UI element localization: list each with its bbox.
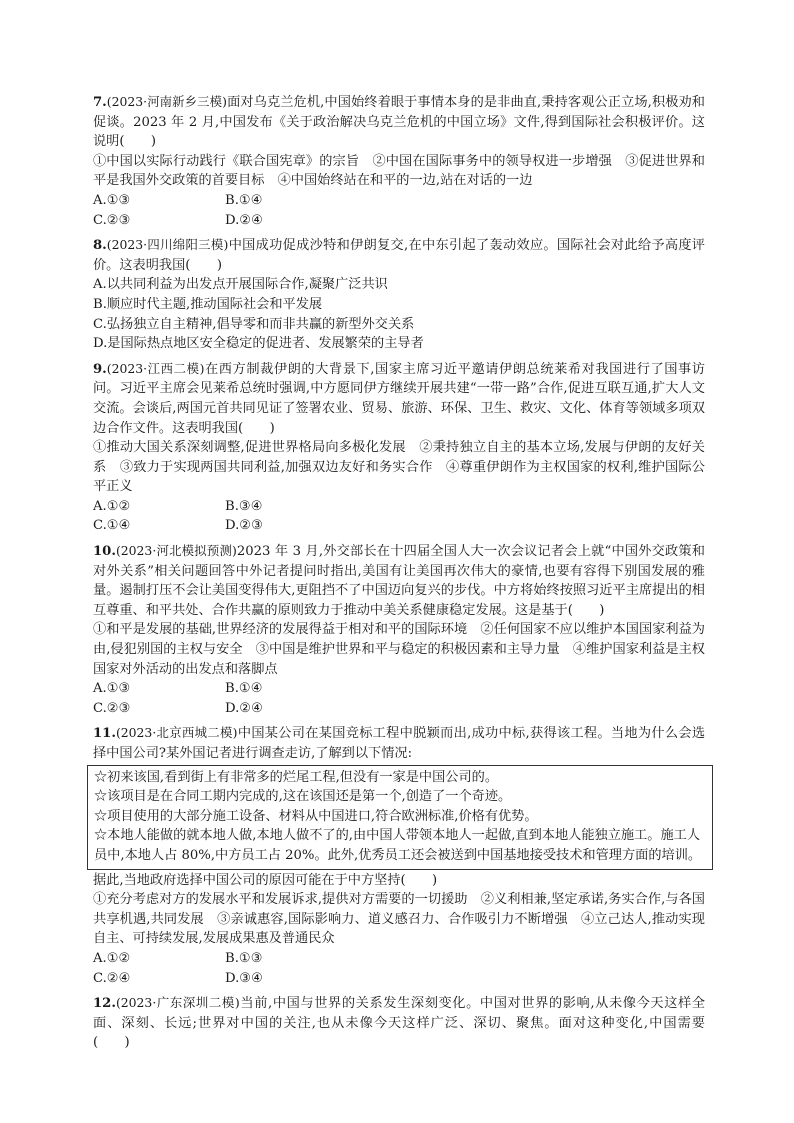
statements: ①和平是发展的基础,世界经济的发展得益于相对和平的国际环境 ②任何国家不应以维护本国国家利益为由,侵犯别国的主权与安全 ③中国是维护世界和平与稳定的积极因素和主导力量 ④维护国家利益是主权国家对外活动的出发点和落脚点 (93, 622, 705, 677)
options (93, 679, 705, 718)
question-stem (93, 359, 705, 438)
stem-text: 当前,中国与世界的关系发生深刻变化。中国对世界的影响,从未像今天这样全面、深刻、长远;世界对中国的关注,也从未像今天这样广泛、深切、聚焦。面对这种变化,中国需要 ( ) (93, 996, 758, 1051)
option-a[interactable]: A.①③ (93, 192, 131, 208)
question-number: 11. (93, 726, 116, 742)
question-number: 12. (93, 996, 116, 1012)
stem-text: 中国成功促成沙特和伊朗复交,在中东引起了轰动效应。国际社会对此给予高度评价。这表明我国( ) (93, 238, 705, 273)
option-a[interactable]: A.①② (93, 498, 131, 514)
option-a[interactable]: A.①② (93, 950, 131, 966)
material-item: ☆项目使用的大部分施工设备、材料从中国进口,符合欧洲标准,价格有优势。 (94, 808, 538, 824)
question-source: (2023·北京西城二模) (115, 725, 238, 741)
statements: ①中国以实际行动践行《联合国宪章》的宗旨 ②中国在国际事务中的领导权进一步增强 ③促进世界和平是我国外交政策的首要目标 ④中国始终站在和平的一边,站在对话的一边 (93, 153, 705, 189)
stem-text: 在西方制裁伊朗的大背景下,国家主席习近平邀请伊朗总统莱希对我国进行了国事访问。习近平主席会见莱希总统时强调,中方愿同伊方继续开展共建“一带一路”合作,促进互联互通,扩大人文交流。会谈后,两国元首共同见证了签署农业、贸易、旅游、环保、卫生、救灾、文化、体育等领域多项双边合作文件。这表明我国( ) (93, 361, 705, 436)
option-d[interactable]: D.②③ (225, 518, 263, 534)
stem-text: 2023 年 3 月,外交部长在十四届全国人大一次会议记者会上就“中国外交政策和对外关系”相关问题回答中外记者提问时指出,美国有让美国再次伟大的豪情,也要有容得下别国发展的雅量。遏制打压不会让美国变得伟大,更阻挡不了中国迈向复兴的步伐。中方将始终按照习近平主席提出的相互尊重、和平共处、合作共赢的原则致力于推动中美关系健康稳定发展。这是基于( ) (93, 544, 705, 618)
options (93, 275, 705, 353)
material-item: ☆该项目是在合同工期内完成的,这在该国还是第一个,创造了一个奇迹。 (94, 789, 512, 805)
option-b[interactable]: B.③④ (225, 498, 263, 514)
question-10 (93, 541, 705, 718)
question-stem (93, 235, 705, 275)
question-number: 7. (93, 95, 107, 110)
question-8 (93, 235, 705, 354)
option-b[interactable]: B.顺应时代主题,推动国际社会和平发展 (93, 296, 323, 312)
option-d[interactable]: D.②④ (225, 212, 263, 228)
question-stem (93, 993, 758, 1053)
question-sheet (93, 92, 758, 1058)
option-c[interactable]: C.②③ (93, 212, 131, 228)
material-item: ☆本地人能做的就本地人做,本地人做不了的,由中国人带领本地人一起做,直到本地人能独立施工。施工人员中,本地人占 80%,中方员工占 20%。此外,优秀员工还会被送到中国基地接受技术和管理方面的培训。 (94, 828, 702, 863)
question-7 (93, 92, 705, 230)
question-9 (93, 359, 705, 536)
question-stem (93, 723, 705, 763)
options (93, 949, 705, 988)
question-prompt: 据此,当地政府选择中国公司的原因可能在于中方坚持( ) (93, 872, 438, 888)
option-a[interactable]: A.①③ (93, 681, 131, 697)
stem-text: 面对乌克兰危机,中国始终着眼于事情本身的是非曲直,秉持客观公正立场,积极劝和促谈。2023 年 2 月,中国发布《关于政治解决乌克兰危机的中国立场》文件,得到国际社会积极评价。这说明( ) (93, 95, 705, 150)
option-a[interactable]: A.以共同利益为出发点开展国际合作,凝聚广泛共识 (93, 277, 388, 293)
material-item: ☆初来该国,看到街上有非常多的烂尾工程,但没有一家是中国公司的。 (94, 769, 499, 785)
stem-text: 中国某公司在某国竞标工程中脱颖而出,成功中标,获得该工程。当地为什么会选择中国公司?某外国记者进行调查走访,了解到以下情况: (93, 726, 706, 761)
option-c[interactable]: C.弘扬独立自主精神,倡导零和而非共赢的新型外交关系 (93, 316, 415, 332)
question-source: (2023·河北模拟预测) (115, 543, 237, 559)
options (93, 497, 705, 536)
option-b[interactable]: B.①④ (225, 192, 263, 208)
question-source: (2023·广东深圳二模) (115, 995, 240, 1011)
question-stem (93, 92, 705, 152)
option-b[interactable]: B.①④ (225, 681, 263, 697)
question-11 (93, 723, 705, 988)
option-b[interactable]: B.①③ (225, 950, 263, 966)
question-source: (2023·四川绵阳三模) (106, 237, 229, 253)
statements: ①推动大国关系深刻调整,促进世界格局向多极化发展 ②秉持独立自主的基本立场,发展与伊朗的友好关系 ③致力于实现两国共同利益,加强双边友好和务实合作 ④尊重伊朗作为主权国家的权利,维护国际公平正义 (93, 440, 705, 495)
option-c[interactable]: C.②③ (93, 700, 131, 716)
option-c[interactable]: C.①④ (93, 518, 131, 534)
question-number: 9. (93, 361, 107, 377)
material-box (87, 765, 713, 870)
question-12 (93, 993, 758, 1053)
question-stem (93, 541, 705, 620)
option-d[interactable]: D.是国际热点地区安全稳定的促进者、发展繁荣的主导者 (93, 336, 424, 352)
option-d[interactable]: D.②④ (225, 700, 263, 716)
option-d[interactable]: D.③④ (225, 970, 263, 986)
question-number: 8. (93, 238, 107, 254)
statements: ①充分考虑对方的发展水平和发展诉求,提供对方需要的一切援助 ②义利相兼,坚定承诺,务实合作,与各国共享机遇,共同发展 ③亲诚惠容,国际影响力、道义感召力、合作吸引力不断增强 ④立己达人,推动实现自主、可持续发展,发展成果惠及普通民众 (93, 892, 705, 947)
question-source: (2023·河南新乡三模) (106, 94, 227, 109)
question-number: 10. (93, 544, 116, 560)
question-source: (2023·江西二模) (106, 360, 205, 376)
options (93, 191, 705, 230)
option-c[interactable]: C.②④ (93, 970, 131, 986)
